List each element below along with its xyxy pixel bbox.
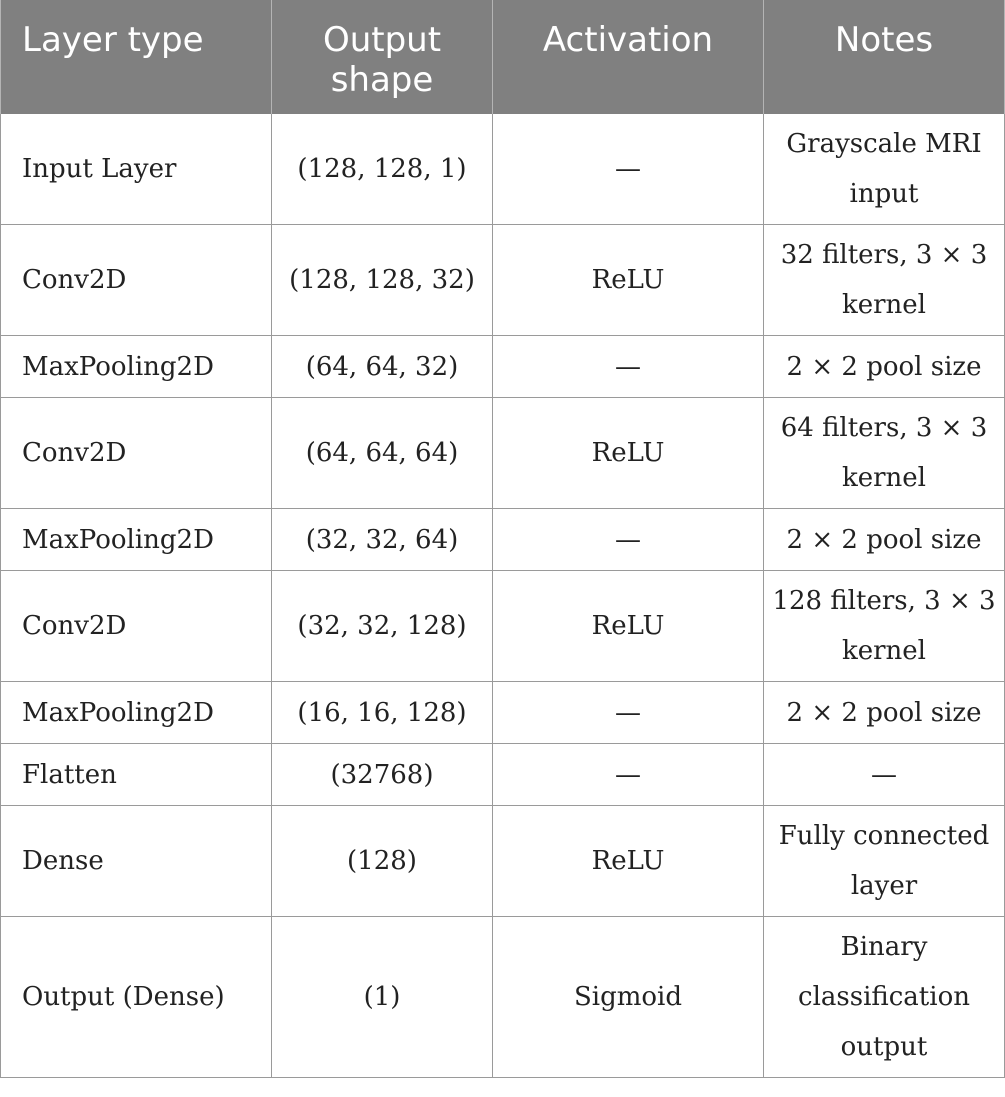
notes-line: 2 × 2 pool size: [786, 524, 982, 555]
cell-activation: ReLU: [493, 225, 764, 336]
cell-layer-type: MaxPooling2D: [1, 336, 272, 398]
cell-notes: [764, 682, 1005, 744]
cell-activation: ReLU: [493, 571, 764, 682]
cell-output-shape: (128, 128, 32): [272, 225, 493, 336]
header-activation-label: Activation: [542, 20, 714, 60]
notes-line: layer: [850, 871, 918, 901]
table-header: [1, 0, 1005, 114]
notes-line: output: [840, 1032, 928, 1062]
table-row: [1, 917, 1005, 1078]
cell-notes: [764, 744, 1005, 806]
cell-activation: ReLU: [493, 398, 764, 509]
notes-line: 128 filters, 3 × 3: [772, 586, 996, 616]
cell-activation: —: [493, 682, 764, 744]
cell-layer-type: Input Layer: [1, 114, 272, 225]
table-row: [1, 509, 1005, 571]
cell-output-shape: (128, 128, 1): [272, 114, 493, 225]
cell-output-shape: (16, 16, 128): [272, 682, 493, 744]
cell-output-shape: (32, 32, 128): [272, 571, 493, 682]
cell-output-shape: (32, 32, 64): [272, 509, 493, 571]
cell-output-shape: (128): [272, 806, 493, 917]
notes-line: 2 × 2 pool size: [786, 697, 982, 728]
notes-line: kernel: [841, 636, 927, 666]
cell-output-shape: (1): [272, 917, 493, 1078]
cell-notes: [764, 398, 1005, 509]
cell-notes: [764, 509, 1005, 571]
notes-line: classification: [798, 982, 970, 1012]
cell-layer-type: Conv2D: [1, 225, 272, 336]
notes-line: Binary: [840, 932, 928, 962]
cell-notes: [764, 917, 1005, 1078]
cell-output-shape: (64, 64, 32): [272, 336, 493, 398]
cell-activation: —: [493, 114, 764, 225]
table-row: [1, 571, 1005, 682]
table-row: [1, 682, 1005, 744]
cell-layer-type: MaxPooling2D: [1, 509, 272, 571]
cell-layer-type: MaxPooling2D: [1, 682, 272, 744]
notes-line: kernel: [841, 463, 927, 493]
header-notes: [764, 0, 1005, 114]
table-row: [1, 225, 1005, 336]
notes-line: input: [849, 179, 919, 209]
cell-layer-type: Output (Dense): [1, 917, 272, 1078]
cell-output-shape: (64, 64, 64): [272, 398, 493, 509]
notes-line: kernel: [841, 290, 927, 320]
table-row: [1, 806, 1005, 917]
table-row: [1, 336, 1005, 398]
cell-layer-type: Dense: [1, 806, 272, 917]
cell-layer-type: Conv2D: [1, 571, 272, 682]
header-output-shape: [272, 0, 493, 114]
cell-notes: [764, 806, 1005, 917]
cell-output-shape: (32768): [272, 744, 493, 806]
cell-activation: —: [493, 336, 764, 398]
notes-line: 2 × 2 pool size: [786, 351, 982, 382]
cell-notes: [764, 114, 1005, 225]
cell-activation: —: [493, 509, 764, 571]
header-layer-type-label: Layer type: [22, 20, 204, 60]
notes-line: Grayscale MRI: [786, 129, 982, 159]
header-row: [1, 0, 1005, 114]
table-row: [1, 744, 1005, 806]
cell-layer-type: Flatten: [1, 744, 272, 806]
header-output-shape-line2: shape: [330, 60, 434, 100]
notes-line: Fully connected: [778, 821, 990, 851]
table-row: [1, 398, 1005, 509]
header-output-shape-line1: Output: [322, 20, 442, 60]
notes-line: —: [871, 759, 897, 790]
cell-activation: —: [493, 744, 764, 806]
cell-notes: [764, 336, 1005, 398]
cell-notes: [764, 571, 1005, 682]
cell-activation: ReLU: [493, 806, 764, 917]
header-output-shape-label: [282, 0, 482, 100]
table-body: [1, 114, 1005, 1078]
notes-line: 32 filters, 3 × 3: [780, 240, 988, 270]
header-notes-label: Notes: [834, 20, 934, 60]
cell-notes: [764, 225, 1005, 336]
table-row: [1, 114, 1005, 225]
cell-activation: Sigmoid: [493, 917, 764, 1078]
notes-line: 64 filters, 3 × 3: [780, 413, 988, 443]
cell-layer-type: Conv2D: [1, 398, 272, 509]
header-activation: [493, 0, 764, 114]
header-layer-type: [1, 0, 272, 114]
